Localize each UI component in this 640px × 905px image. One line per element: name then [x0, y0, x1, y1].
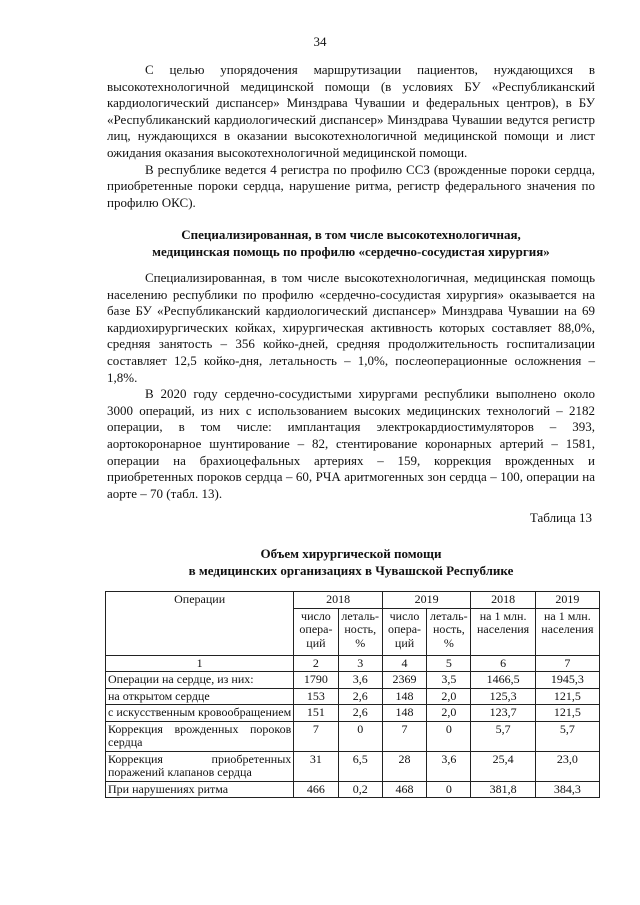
table-cell: 5,7	[471, 721, 535, 751]
table-cell: 2,0	[427, 705, 471, 722]
table-cell: 3,6	[338, 672, 382, 689]
column-number: 4	[382, 655, 426, 672]
table-cell: 0,2	[338, 781, 382, 798]
table-cell: 468	[382, 781, 426, 798]
header-year-2019: 2019	[382, 592, 471, 609]
paragraph: Специализированная, в том числе высокотехнологичная, медицинская помощь населению республики по профилю «сердечно-сосудистая хирургия» оказывается на базе БУ «Республиканский кардиологический диспансер» Минздрава Чувашии на 69 кардиохирургических койках, хирургическая активность которых составляет 88,0%, средняя занятость – 356 койко-дней, средняя продолжительность госпитализации составляет 12,5 койко-дня, летальность – 1,0%, послеоперационные осложнения – 1,8%.	[107, 270, 595, 385]
header-mortality: леталь-ность, %	[338, 608, 382, 655]
paragraph: В 2020 году сердечно-сосудистыми хирургами республики выполнено около 3000 операций, из них с использованием высоких медицинских технологий – 2182 операции, в том числе: имплантация электрокардиостимуляторов – 393, аортокоронарное шунтирование – 82, стентирование коронарных артерий – 1581, операции на брахиоцефальных артериях – 159, коррекция врожденных и приобретенных пороков сердца – 60, РЧА аритмогенных зон сердца – 100, операции на аорте – 70 (табл. 13).	[107, 386, 595, 501]
row-label: на открытом сердце	[106, 688, 294, 705]
table-cell: 5,7	[535, 721, 599, 751]
section-heading-line: медицинская помощь по профилю «сердечно-сосудистая хирургия»	[152, 244, 550, 259]
header-mortality: леталь-ность, %	[427, 608, 471, 655]
table-cell: 121,5	[535, 688, 599, 705]
table-cell: 148	[382, 705, 426, 722]
table-title-line: в медицинских организациях в Чувашской Республике	[188, 563, 514, 578]
table-cell: 3,5	[427, 672, 471, 689]
table-cell: 384,3	[535, 781, 599, 798]
table-row	[106, 751, 600, 781]
table-cell: 0	[338, 721, 382, 751]
column-number-row	[106, 655, 600, 672]
table-cell: 7	[382, 721, 426, 751]
column-number: 3	[338, 655, 382, 672]
column-number: 1	[106, 655, 294, 672]
table-cell: 148	[382, 688, 426, 705]
header-operations: Операции	[106, 592, 294, 656]
column-number: 6	[471, 655, 535, 672]
header-count: число опера-ций	[294, 608, 338, 655]
header-count: число опера-ций	[382, 608, 426, 655]
section-heading	[107, 226, 595, 260]
row-label: Коррекция приобретенных поражений клапанов сердца	[106, 751, 294, 781]
row-label: Коррекция врожденных пороков сердца	[106, 721, 294, 751]
header-year-2018: 2018	[294, 592, 383, 609]
column-number: 5	[427, 655, 471, 672]
table-cell: 28	[382, 751, 426, 781]
paragraph: С целью упорядочения маршрутизации пациентов, нуждающихся в высокотехнологичной медицинской помощи (в условиях БУ «Республиканский кардиологический диспансер» Минздрава Чувашии и федеральных центров), в БУ «Республиканский кардиологический диспансер» Минздрава Чувашии ведутся регистр лиц, нуждающихся в оказании высокотехнологичной медицинской помощи и лист ожидания оказания высокотехнологичной медицинской помощи.	[107, 62, 595, 160]
table-cell: 2,6	[338, 688, 382, 705]
table-row	[106, 721, 600, 751]
header-year-2019-rate: 2019	[535, 592, 599, 609]
table-cell: 1945,3	[535, 672, 599, 689]
header-per-million: на 1 млн. населения	[535, 608, 599, 655]
column-number: 2	[294, 655, 338, 672]
table-cell: 2,0	[427, 688, 471, 705]
table-cell: 125,3	[471, 688, 535, 705]
table-label: Таблица 13	[529, 510, 592, 525]
table-cell: 23,0	[535, 751, 599, 781]
table-cell: 1790	[294, 672, 338, 689]
table-cell: 151	[294, 705, 338, 722]
table-cell: 123,7	[471, 705, 535, 722]
surgery-volume-table	[105, 591, 600, 798]
row-label: При нарушениях ритма	[106, 781, 294, 798]
header-year-2018-rate: 2018	[471, 592, 535, 609]
table-cell: 2,6	[338, 705, 382, 722]
table-cell: 7	[294, 721, 338, 751]
table-title	[107, 545, 595, 579]
table-row	[106, 705, 600, 722]
table-cell: 2369	[382, 672, 426, 689]
paragraph: В республике ведется 4 регистра по профилю ССЗ (врожденные пороки сердца, приобретенные пороки сердца, нарушение ритма, регистр федерального значения по профилю ОКС).	[107, 161, 595, 210]
table-cell: 0	[427, 721, 471, 751]
table-cell: 25,4	[471, 751, 535, 781]
table-cell: 3,6	[427, 751, 471, 781]
table-cell: 31	[294, 751, 338, 781]
header-per-million: на 1 млн. населения	[471, 608, 535, 655]
page-number: 34	[313, 34, 327, 49]
table-cell: 0	[427, 781, 471, 798]
table-row	[106, 688, 600, 705]
table-cell: 121,5	[535, 705, 599, 722]
table-row	[106, 781, 600, 798]
table-cell: 6,5	[338, 751, 382, 781]
row-label: Операции на сердце, из них:	[106, 672, 294, 689]
table-cell: 1466,5	[471, 672, 535, 689]
column-number: 7	[535, 655, 599, 672]
table-cell: 153	[294, 688, 338, 705]
body-text	[107, 270, 595, 502]
section-heading-line: Специализированная, в том числе высокотехнологичная,	[181, 227, 521, 242]
table-cell: 381,8	[471, 781, 535, 798]
table-row	[106, 672, 600, 689]
intro-text	[107, 62, 595, 211]
table-cell: 466	[294, 781, 338, 798]
row-label: с искусственным кровообращением	[106, 705, 294, 722]
table-title-line: Объем хирургической помощи	[260, 546, 442, 561]
